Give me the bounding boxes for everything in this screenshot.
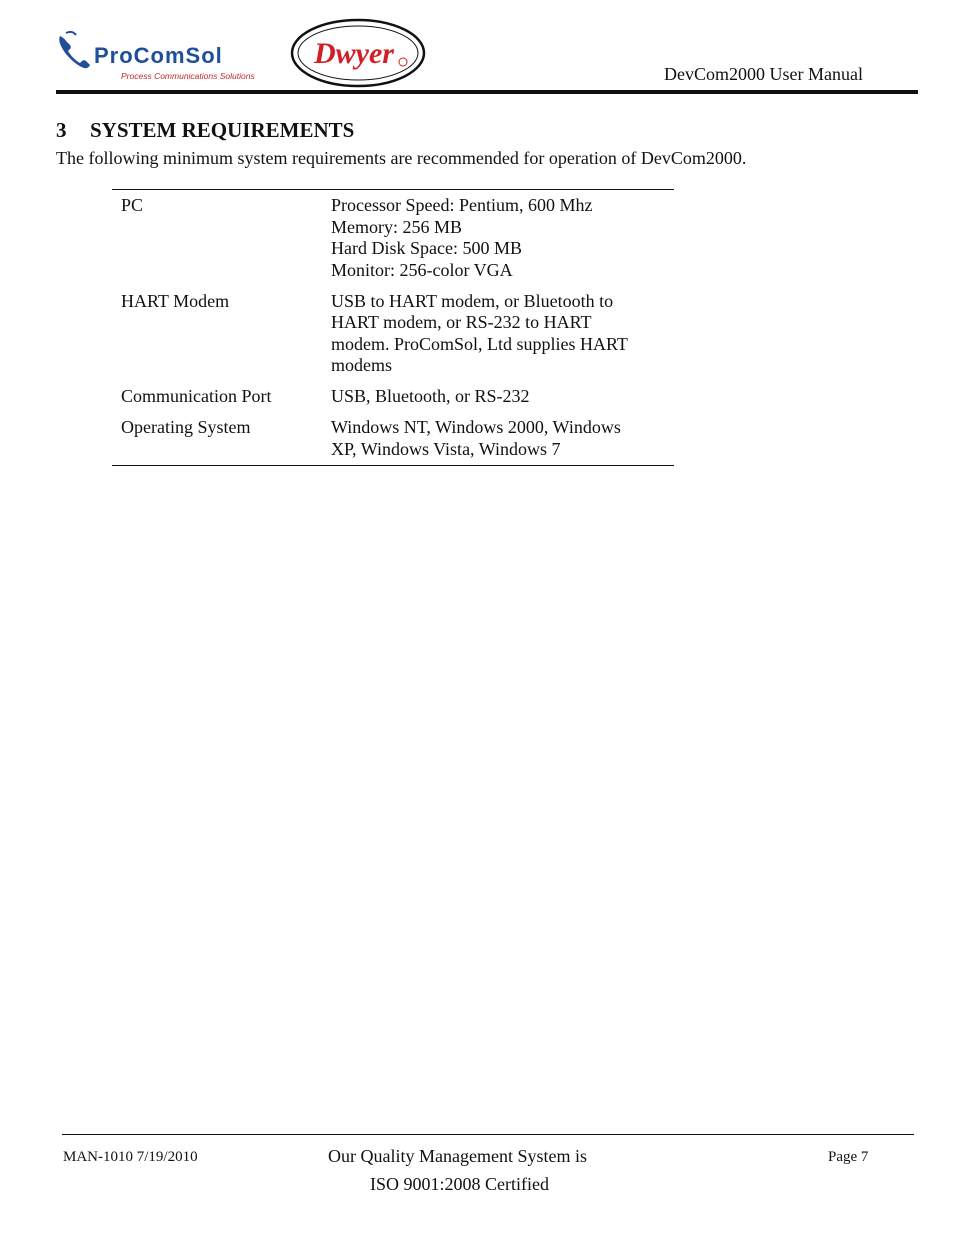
intro-paragraph: The following minimum system requirements are recommended for operation of DevCom2000. [56, 148, 747, 168]
requirement-line: USB to HART modem, or Bluetooth to [331, 290, 614, 311]
phone-handset-icon [59, 32, 90, 68]
dwyer-logo [290, 18, 426, 88]
requirement-line: Processor Speed: Pentium, 600 Mhz [331, 195, 593, 215]
requirement-value [331, 417, 666, 460]
requirement-label: Communication Port [121, 386, 272, 406]
table-row [112, 195, 674, 281]
requirement-line: modems [331, 355, 392, 375]
header-divider [56, 90, 918, 94]
table-row [112, 386, 674, 408]
requirements-table [112, 189, 674, 466]
footer-quality-statement: Our Quality Management System is [328, 1146, 587, 1166]
table-row [112, 417, 674, 460]
document-title: DevCom2000 User Manual [664, 64, 863, 84]
section-title: SYSTEM REQUIREMENTS [90, 118, 355, 142]
section-number: 3 [56, 118, 67, 142]
requirement-label: HART Modem [121, 290, 230, 311]
section-heading [56, 118, 354, 143]
footer-iso-certification: ISO 9001:2008 Certified [370, 1174, 549, 1194]
requirement-line: Monitor: 256-color VGA [331, 259, 513, 280]
requirement-line: XP, Windows Vista, Windows 7 [331, 438, 561, 459]
requirement-line: HART modem, or RS-232 to HART [331, 312, 592, 332]
procomsol-tagline: Process Communications Solutions [121, 71, 255, 81]
procomsol-wordmark: ProComSol [94, 43, 223, 68]
requirement-line: Hard Disk Space: 500 MB [331, 238, 522, 258]
requirement-line: Windows NT, Windows 2000, Windows [331, 417, 621, 437]
requirement-label: PC [121, 195, 144, 215]
footer-divider [62, 1134, 914, 1135]
requirement-value [331, 386, 666, 408]
requirement-value [331, 291, 666, 377]
page-number: Page 7 [828, 1149, 869, 1165]
procomsol-logo [56, 30, 286, 85]
requirement-line: USB, Bluetooth, or RS-232 [331, 386, 530, 406]
requirement-value [331, 195, 666, 281]
requirement-label: Operating System [121, 417, 251, 437]
table-row [112, 291, 674, 377]
footer-document-id: MAN-1010 7/19/2010 [63, 1149, 198, 1165]
requirement-line: Memory: 256 MB [331, 216, 463, 237]
dwyer-wordmark: Dwyer [314, 37, 394, 70]
requirement-line: modem. ProComSol, Ltd supplies HART [331, 333, 628, 354]
